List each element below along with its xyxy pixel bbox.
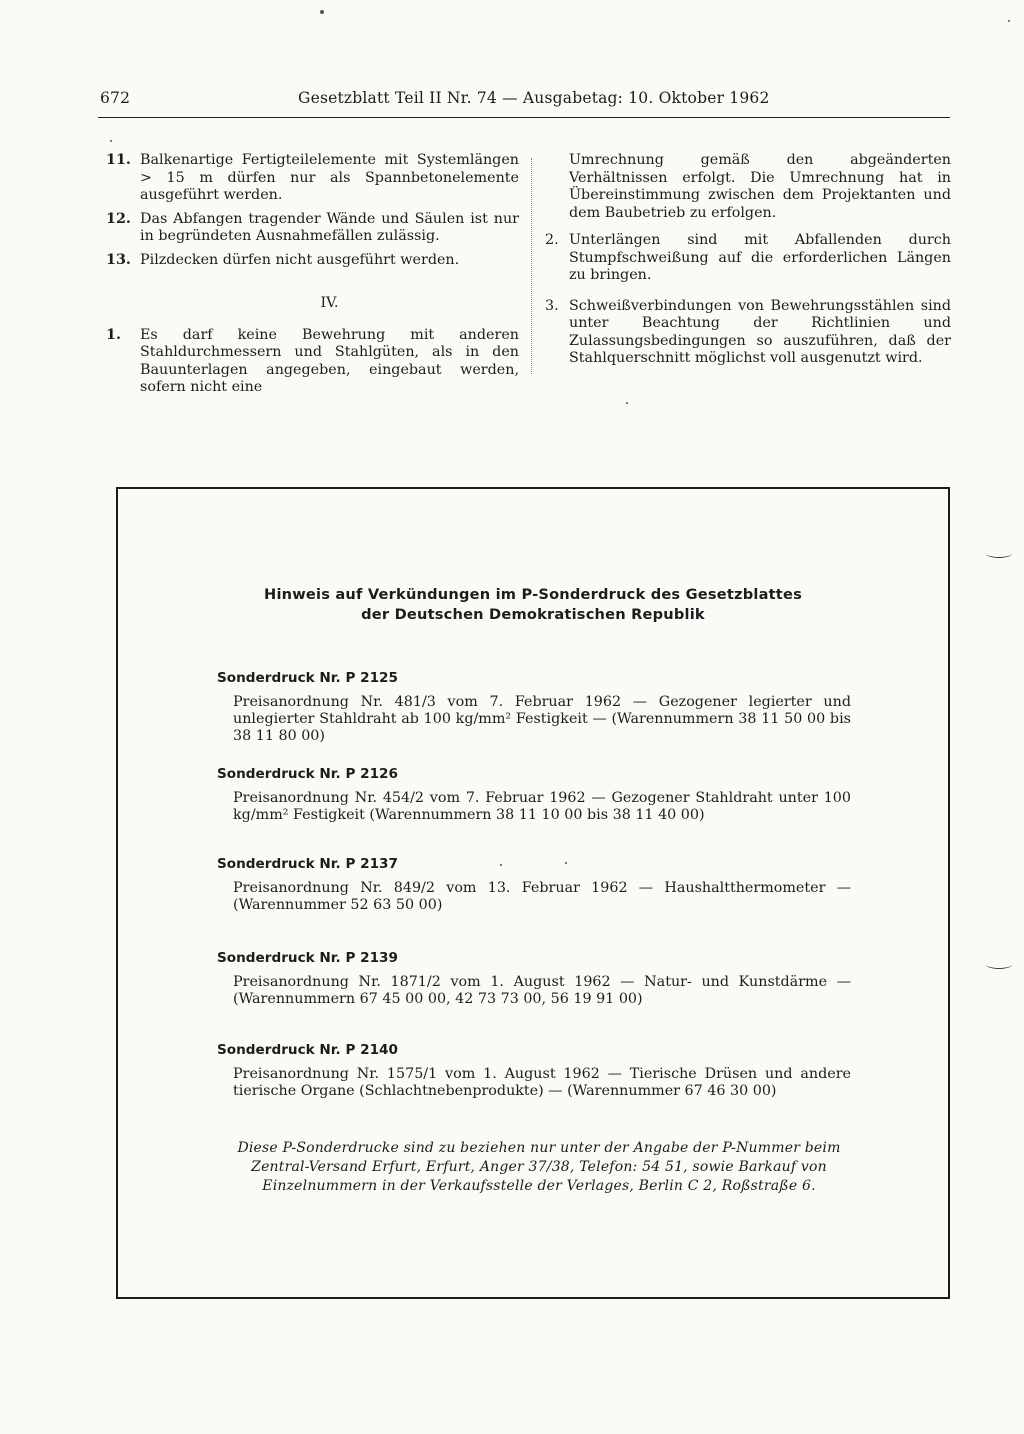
list-item xyxy=(106,211,519,246)
item-text: Pilzdecken dürfen nicht ausgeführt werden. xyxy=(140,251,460,268)
list-item xyxy=(106,152,519,205)
notice-entry xyxy=(217,855,851,914)
list-item xyxy=(545,298,951,368)
edge-mark xyxy=(986,549,1012,558)
scan-speck xyxy=(110,140,112,142)
item-number: 2. xyxy=(545,232,559,248)
page-number: 672 xyxy=(100,89,131,107)
notice-entry xyxy=(217,1041,851,1100)
entry-text: Preisanordnung Nr. 1871/2 vom 1. August 1962 — Natur- und Kunstdärme — (Warennummern 67 45 00 00, 42 73 73 00, 56 19 91 00) xyxy=(233,974,851,1007)
entry-text: Preisanordnung Nr. 849/2 vom 13. Februar 1962 — Haushaltthermometer — (Warennummer 52 63 50 00) xyxy=(233,880,851,913)
left-column xyxy=(106,152,519,403)
scan-speck xyxy=(626,402,628,404)
scan-speck xyxy=(565,862,567,864)
item-text: Unterlängen sind mit Abfallenden durch Stumpfschweißung auf die erforderlichen Längen zu bringen. xyxy=(569,232,951,283)
entry-heading: Sonderdruck Nr. P 2137 xyxy=(217,856,398,872)
entry-heading: Sonderdruck Nr. P 2126 xyxy=(217,766,398,782)
scan-speck xyxy=(500,864,502,866)
edge-mark xyxy=(986,960,1012,969)
page-header-title: Gesetzblatt Teil II Nr. 74 — Ausgabetag: 10. Oktober 1962 xyxy=(298,89,770,107)
header-rule xyxy=(98,117,950,118)
item-number: 13. xyxy=(106,251,131,268)
notice-box xyxy=(116,487,950,1299)
notice-entry xyxy=(217,765,851,824)
item-text: Balkenartige Fertigteilelemente mit Systemlängen > 15 m dürfen nur als Spannbetonelemente ausgeführt werden. xyxy=(140,152,519,203)
column-divider xyxy=(531,158,532,374)
notice-title-line: Hinweis auf Verkündungen im P-Sonderdruck des Gesetzblattes xyxy=(264,586,802,603)
entry-text: Preisanordnung Nr. 1575/1 vom 1. August 1962 — Tierische Drüsen und andere tierische Organe (Schlachtnebenprodukte) — (Warennummer 67 46 30 00) xyxy=(233,1066,851,1099)
notice-title-line: der Deutschen Demokratischen Republik xyxy=(361,606,705,623)
entry-heading: Sonderdruck Nr. P 2140 xyxy=(217,1042,398,1058)
entry-heading: Sonderdruck Nr. P 2125 xyxy=(217,670,398,686)
section-heading: IV. xyxy=(320,295,339,311)
entry-text: Preisanordnung Nr. 454/2 vom 7. Februar 1962 — Gezogener Stahldraht unter 100 kg/mm² Festigkeit (Warennummern 38 11 10 00 bis 38 11 40 00) xyxy=(233,790,851,823)
scan-speck xyxy=(320,10,324,14)
notice-entry xyxy=(217,949,851,1008)
item-number: 3. xyxy=(545,297,559,314)
item-number: 11. xyxy=(106,152,131,168)
notice-title xyxy=(118,585,948,625)
entry-text: Preisanordnung Nr. 481/3 vom 7. Februar 1962 — Gezogener legierter und unlegierter Stahldraht ab 100 kg/mm² Festigkeit — (Warennummern 38 11 50 00 bis 38 11 80 00) xyxy=(233,694,851,744)
list-item xyxy=(106,327,519,397)
list-item xyxy=(106,252,519,270)
list-item xyxy=(545,232,951,285)
item-text: Es darf keine Bewehrung mit anderen Stahldurchmessern und Stahlgüten, als in den Bauunterlagen angegeben, eingebaut werden, sofern nicht eine xyxy=(140,326,519,395)
item-text: Schweißverbindungen von Bewehrungsstählen sind unter Beachtung der Richtlinien und Zulassungsbedingungen so auszuführen, daß der Stahlquerschnitt möglichst voll ausgenutzt wird. xyxy=(569,297,951,366)
notice-footnote: Diese P-Sonderdrucke sind zu beziehen nur unter der Angabe der P-Nummer beim Zentral-Versand Erfurt, Erfurt, Anger 37/38, Telefon: 54 51, sowie Barkauf von Einzelnummern in der Verkaufsstelle der Verlages, Berlin C 2, Roßstraße 6. xyxy=(237,1140,841,1194)
entry-heading: Sonderdruck Nr. P 2139 xyxy=(217,950,398,966)
right-column xyxy=(545,152,951,381)
item-number: 1. xyxy=(106,326,121,343)
continued-paragraph: Umrechnung gemäß den abgeänderten Verhältnissen erfolgt. Die Umrechnung hat in Übereinstimmung zwischen dem Projektanten und dem Baubetrieb zu erfolgen. xyxy=(569,152,951,221)
notice-entry xyxy=(217,669,851,745)
item-text: Das Abfangen tragender Wände und Säulen ist nur in begründeten Ausnahmefällen zulässig. xyxy=(140,210,519,244)
scan-speck xyxy=(1008,20,1010,22)
item-number: 12. xyxy=(106,210,131,227)
page-header xyxy=(98,89,950,113)
